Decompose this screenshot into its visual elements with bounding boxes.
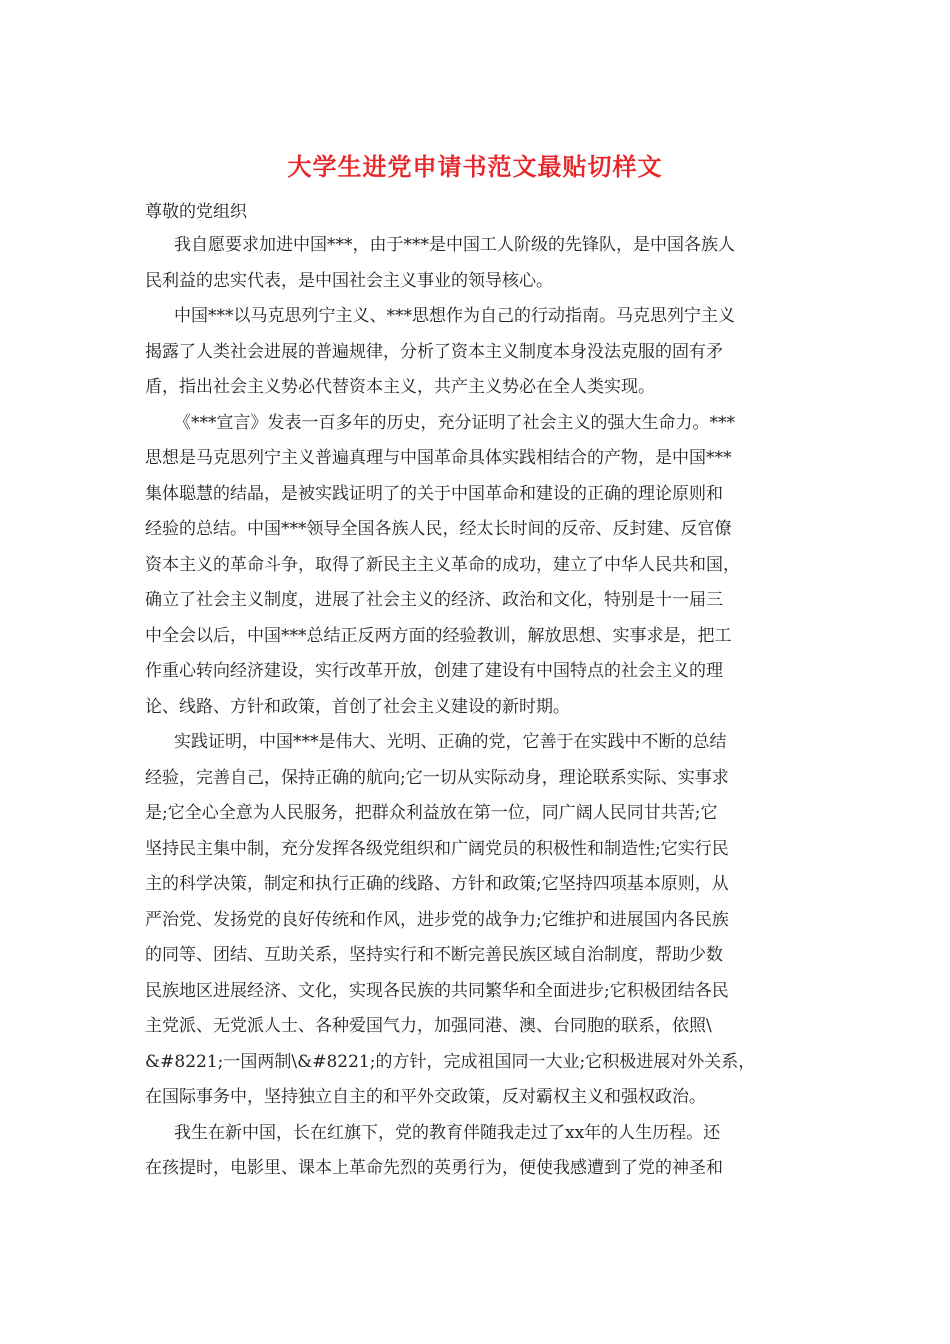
- text-line: 是;它全心全意为人民服务，把群众利益放在第一位，同广阔人民同甘共苦;它: [145, 803, 718, 823]
- text-line: 中全会以后，中国***总结正反两方面的经验教训，解放思想、实事求是，把工: [145, 625, 732, 646]
- text-line: 揭露了人类社会进展的普遍规律，分析了资本主义制度本身没法克服的固有矛: [145, 341, 723, 362]
- paragraph-list: [145, 228, 810, 1187]
- text-line: 思想是马克思列宁主义普遍真理与中国革命具体实践相结合的产物，是中国***: [145, 448, 732, 468]
- text-line: 主的科学决策，制定和执行正确的线路、方针和政策;它坚持四项基本原则，从: [145, 874, 729, 894]
- text-line: 坚持民主集中制，充分发挥各级党组织和广阔党员的积极性和制造性;它实行民: [145, 838, 729, 859]
- text-line: 资本主义的革命斗争，取得了新民主主义革命的成功，建立了中华人民共和国，: [145, 554, 740, 575]
- text-line: 在孩提时，电影里、课本上革命先烈的英勇行为，便使我感遭到了党的神圣和: [145, 1158, 723, 1178]
- document-title: 大学生进党申请书范文最贴切样文: [287, 152, 663, 181]
- text-line: 盾，指出社会主义势必代替资本主义，共产主义势必在全人类实现。: [145, 377, 655, 397]
- paragraph: [145, 1116, 810, 1187]
- text-line: 《***宣言》发表一百多年的历史，充分证明了社会主义的强大生命力。***: [174, 412, 735, 433]
- text-line: 实践证明，中国***是伟大、光明、正确的党，它善于在实践中不断的总结: [174, 732, 727, 752]
- text-line: 我生在新中国，长在红旗下，党的教育伴随我走过了xx年的人生历程。还: [174, 1122, 721, 1143]
- salutation: 尊敬的党组织: [145, 202, 247, 222]
- text-line: &#8221;一国两制\&#8221;的方针，完成祖国同一大业;它积极进展对外关系，: [145, 1051, 756, 1072]
- paragraph: [145, 228, 810, 299]
- text-line: 确立了社会主义制度，进展了社会主义的经济、政治和文化，特别是十一届三: [145, 590, 723, 610]
- text-line: 民利益的忠实代表，是中国社会主义事业的领导核心。: [145, 270, 553, 291]
- text-line: 经验，完善自己，保持正确的航向;它一切从实际动身，理论联系实际、实事求: [145, 767, 729, 788]
- text-line: 主党派、无党派人士、各种爱国气力，加强同港、澳、台同胞的联系，依照\: [145, 1016, 712, 1036]
- text-line: 的同等、团结、互助关系，坚持实行和不断完善民族区域自治制度，帮助少数: [145, 945, 723, 965]
- text-line: 严治党、发扬党的良好传统和作风，进步党的战争力;它维护和进展国内各民族: [145, 909, 729, 930]
- document-body: [145, 197, 810, 1187]
- text-line: 经验的总结。中国***领导全国各族人民，经太长时间的反帝、反封建、反官僚: [145, 519, 732, 539]
- text-line: 作重心转向经济建设，实行改革开放，创建了建设有中国特点的社会主义的理: [145, 661, 723, 681]
- paragraph: [145, 299, 810, 406]
- text-line: 中国***以马克思列宁主义、***思想作为自己的行动指南。马克思列宁主义: [174, 306, 735, 326]
- text-line: 我自愿要求加进中国***，由于***是中国工人阶级的先锋队，是中国各族人: [174, 235, 735, 255]
- text-line: 民族地区进展经济、文化，实现各民族的共同繁华和全面进步;它积极团结各民: [145, 980, 729, 1001]
- text-line: 在国际事务中，坚持独立自主的和平外交政策，反对霸权主义和强权政治。: [145, 1087, 706, 1107]
- text-line: 集体聪慧的结晶，是被实践证明了的关于中国革命和建设的正确的理论原则和: [145, 483, 723, 504]
- paragraph: [145, 725, 810, 1116]
- text-line: 论、线路、方针和政策，首创了社会主义建设的新时期。: [145, 696, 570, 717]
- paragraph: [145, 406, 810, 726]
